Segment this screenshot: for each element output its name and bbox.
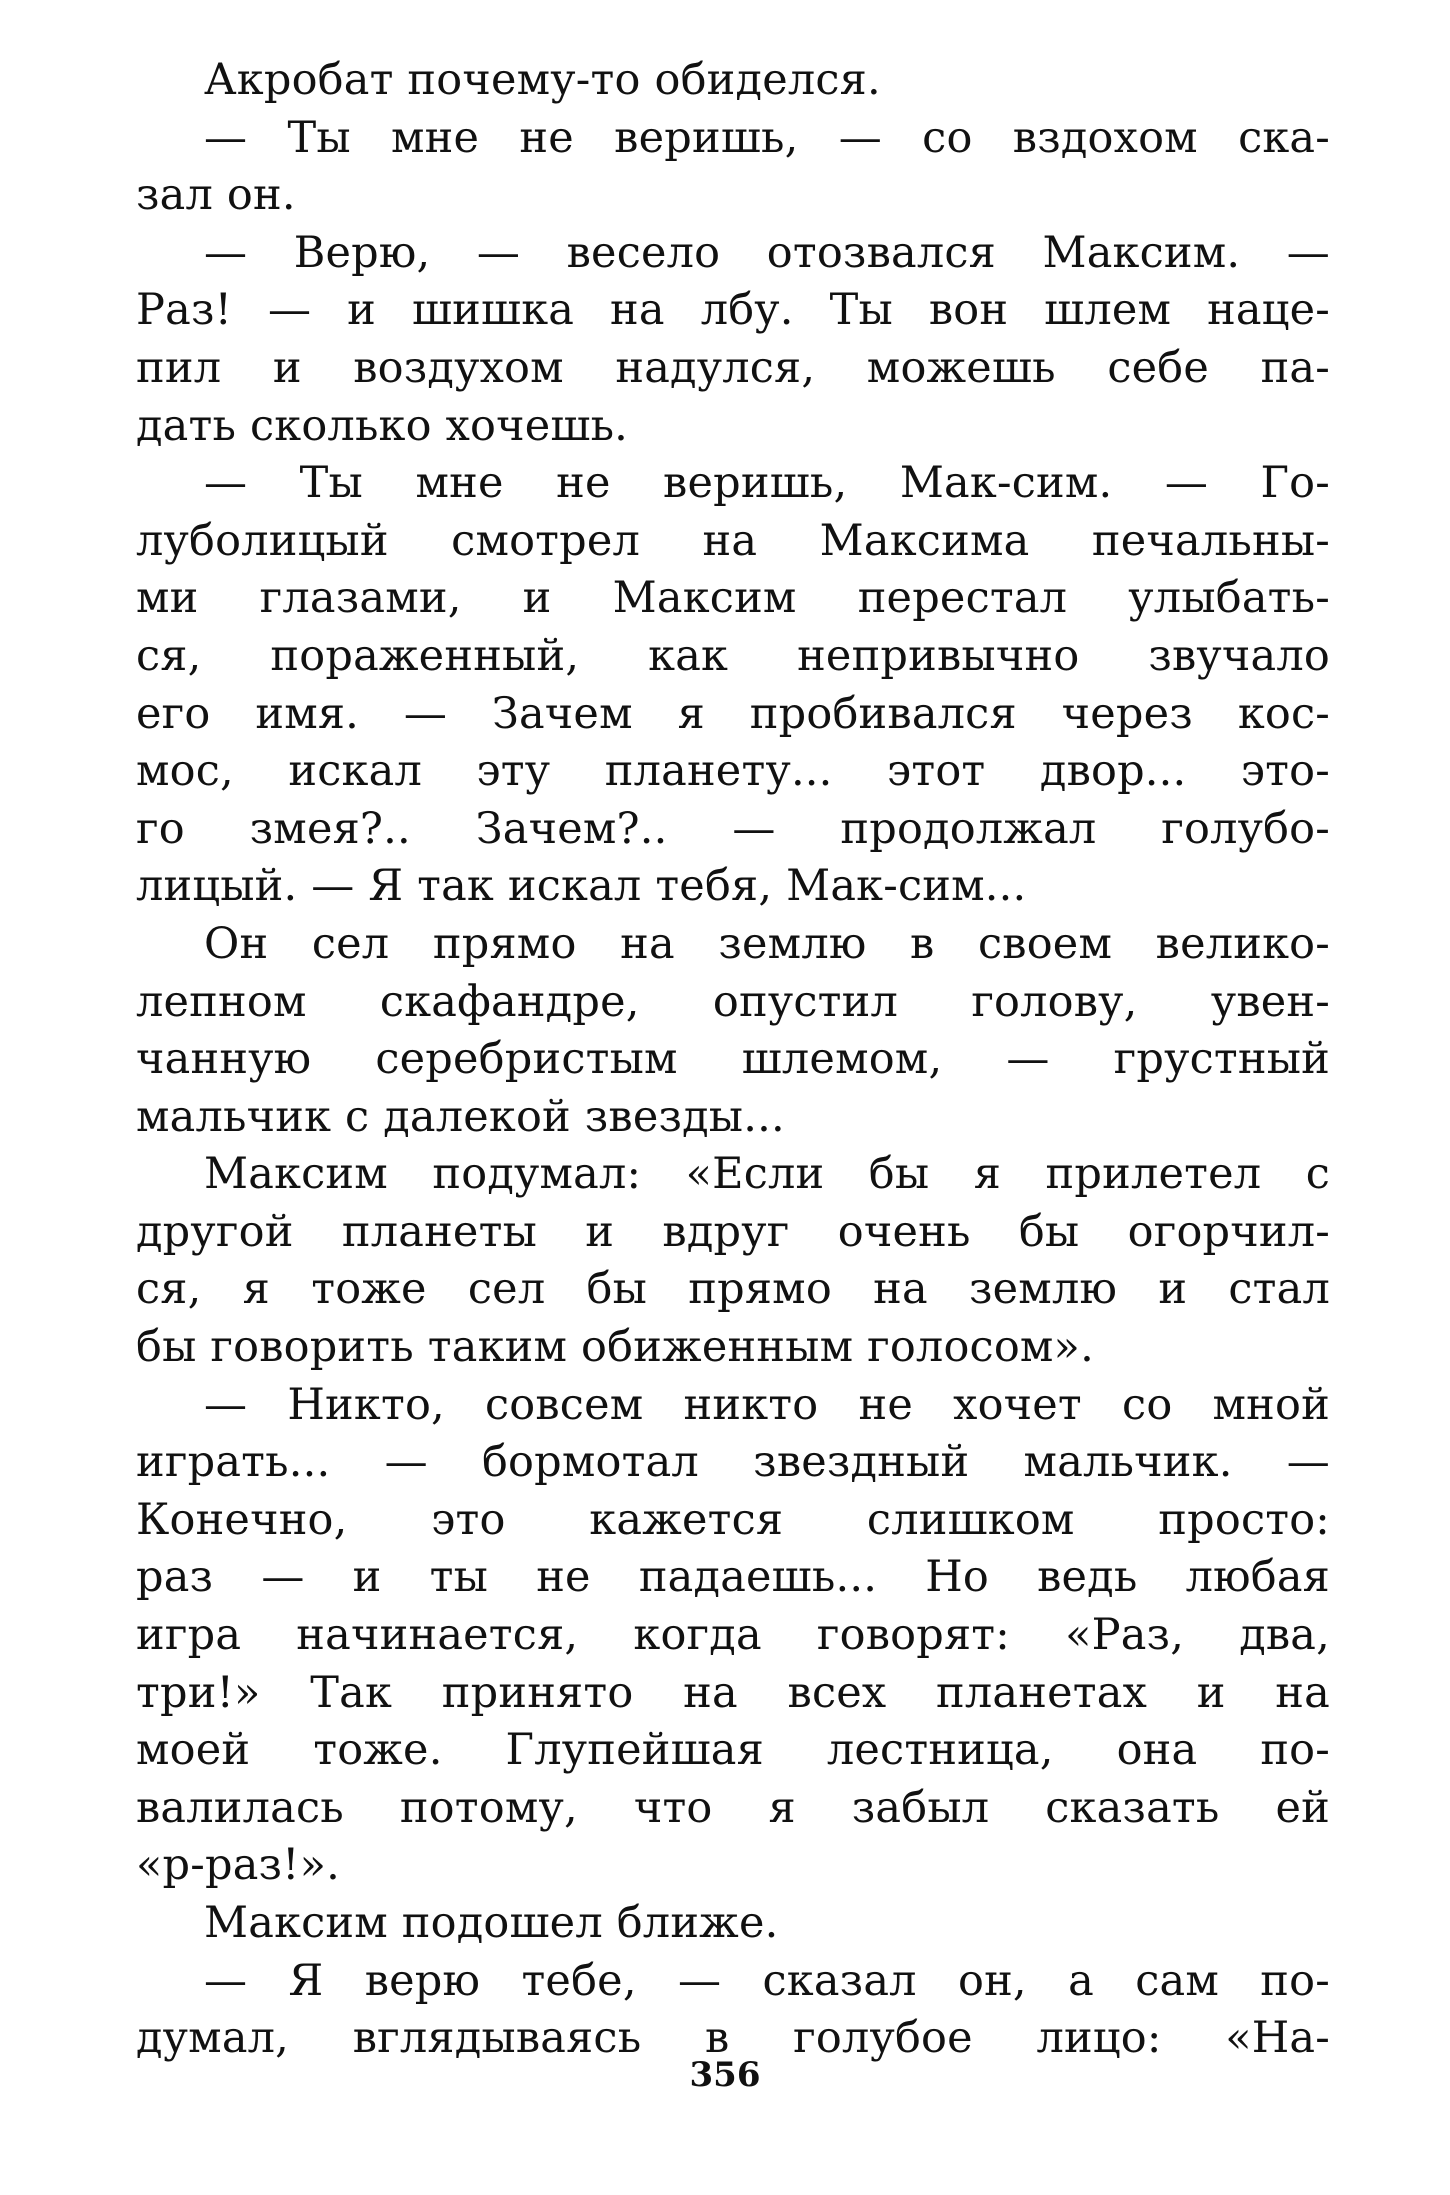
text-line: валилась потому, что я забыл сказать ей — [136, 1782, 1330, 1833]
text-line: ся, пораженный, как непривычно звучало — [136, 630, 1330, 681]
text-line: думал, вглядываясь в голубое лицо: «На- — [136, 2013, 1330, 2064]
text-line: раз — и ты не падаешь... Но ведь любая — [136, 1552, 1330, 1603]
text-line: три!» Так принято на всех планетах и на — [136, 1667, 1330, 1718]
text-line: го змея?.. Зачем?.. — продолжал голубо- — [136, 803, 1330, 854]
text-line: — Я верю тебе, — сказал он, а сам по- — [204, 1955, 1330, 2006]
text-line: ми глазами, и Максим перестал улыбать- — [136, 573, 1330, 624]
text-line: Он сел прямо на землю в своем велико- — [204, 918, 1330, 969]
text-line: «р-раз!». — [136, 1840, 341, 1891]
text-line: Максим подумал: «Если бы я прилетел с — [204, 1149, 1330, 1200]
text-line: моей тоже. Глупейшая лестница, она по- — [136, 1725, 1330, 1776]
text-line: Конечно, это кажется слишком просто: — [136, 1494, 1330, 1545]
text-line: бы говорить таким обиженным голосом». — [136, 1322, 1094, 1373]
text-line: лепном скафандре, опустил голову, увен- — [136, 976, 1330, 1027]
body-text — [136, 52, 1330, 2068]
text-line: — Верю, — весело отозвался Максим. — — [204, 227, 1330, 278]
text-line: зал он. — [136, 170, 296, 221]
text-line: — Никто, совсем никто не хочет со мной — [204, 1379, 1330, 1430]
text-line: Акробат почему-то обиделся. — [204, 55, 881, 105]
text-line: Максим подошел ближе. — [204, 1898, 779, 1948]
text-line: другой планеты и вдруг очень бы огорчил- — [136, 1206, 1330, 1257]
text-line: — Ты мне не веришь, Мак-сим. — Го- — [204, 458, 1330, 509]
text-line: лицый. — Я так искал тебя, Мак-сим... — [136, 861, 1027, 912]
text-line: мальчик с далекой звезды... — [136, 1091, 785, 1142]
text-line: играть... — бормотал звездный мальчик. — — [136, 1437, 1330, 1488]
text-line: Раз! — и шишка на лбу. Ты вон шлем наце- — [136, 285, 1330, 336]
text-line: пил и воздухом надулся, можешь себе па- — [136, 342, 1330, 393]
page-number: 356 — [689, 2055, 761, 2095]
text-line: дать сколько хочешь. — [136, 400, 629, 451]
text-line: мос, искал эту планету... этот двор... это- — [136, 746, 1330, 797]
text-line: луболицый смотрел на Максима печальны- — [136, 515, 1330, 566]
text-line: игра начинается, когда говорят: «Раз, два, — [136, 1610, 1330, 1661]
text-line: ся, я тоже сел бы прямо на землю и стал — [136, 1264, 1330, 1315]
text-line: чанную серебристым шлемом, — грустный — [136, 1034, 1330, 1085]
text-line: его имя. — Зачем я пробивался через кос- — [136, 688, 1330, 739]
text-line: — Ты мне не веришь, — со вздохом ска- — [204, 112, 1330, 163]
